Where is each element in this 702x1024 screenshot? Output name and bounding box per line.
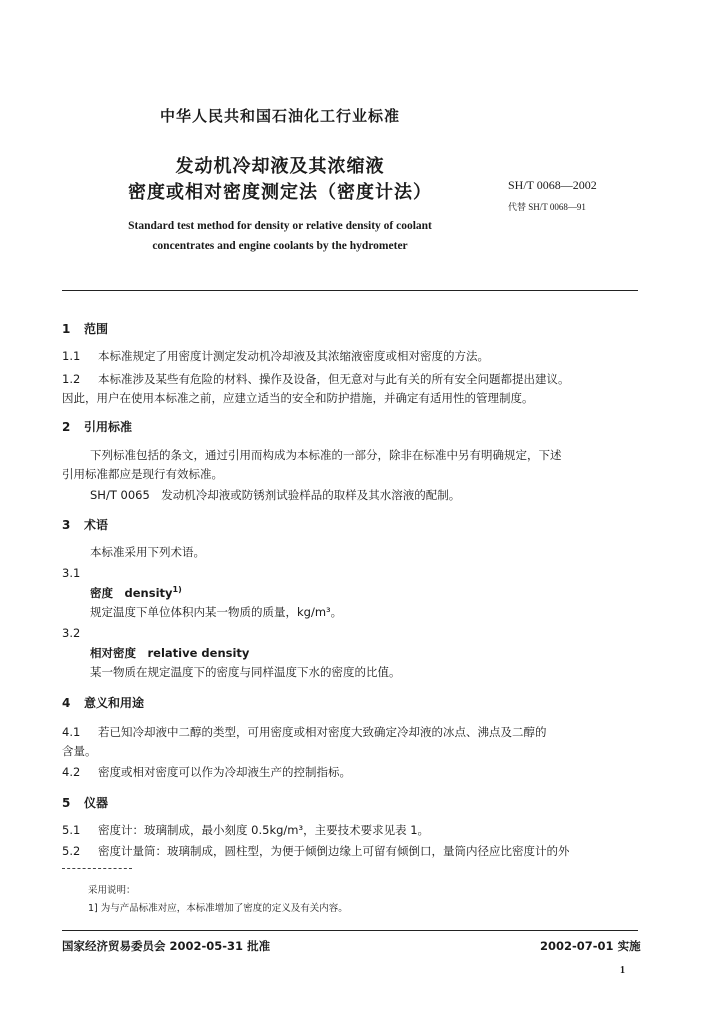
section-number: 3	[62, 518, 71, 532]
section-1-heading	[62, 320, 108, 337]
section-title: 仪器	[84, 796, 109, 810]
section-number: 1	[62, 322, 71, 336]
clause-4-1	[62, 724, 547, 740]
document-title-line1: 发动机冷却液及其浓缩液	[175, 156, 385, 177]
term-relative-density-definition: 某一物质在规定温度下的密度与同样温度下水的密度的比值。	[90, 665, 401, 679]
term-density	[90, 585, 182, 601]
clause-text: 若已知冷却液中二醇的类型，可用密度或相对密度大致确定冷却液的冰点、沸点及二醇的	[98, 725, 547, 739]
english-title-line1: Standard test method for density or relative density of coolant	[128, 220, 432, 232]
clause-1-2	[62, 371, 570, 387]
term-density-definition: 规定温度下单位体积内某一物质的质量，kg/m³。	[90, 605, 343, 619]
clause-1-1	[62, 348, 489, 364]
clause-3-1-number: 3.1	[62, 566, 81, 580]
issuing-organization: 中华人民共和国石油化工行业标准	[159, 107, 400, 125]
footnote-marker: 1)	[172, 585, 182, 595]
clause-text: 密度或相对密度可以作为冷却液生产的控制指标。	[98, 765, 351, 779]
replaces-standard: 代替 SH/T 0068—91	[508, 202, 586, 212]
effective-date: 2002-07-01 实施	[540, 939, 641, 953]
term-relative-density: 相对密度 relative density	[90, 646, 250, 660]
section-title: 引用标准	[84, 420, 133, 434]
clause-number: 4.2	[62, 765, 81, 779]
clause-5-1	[62, 822, 429, 838]
section-title: 意义和用途	[84, 696, 145, 710]
clause-text: 本标准规定了用密度计测定发动机冷却液及其浓缩液密度或相对密度的方法。	[98, 349, 489, 363]
section-title: 术语	[84, 518, 109, 532]
footnote-separator	[62, 868, 132, 869]
normative-reference: SH/T 0065 发动机冷却液或防锈剂试验样品的取样及其水溶液的配制。	[90, 488, 461, 502]
section-number: 5	[62, 796, 71, 810]
clause-text: 密度计：玻璃制成，最小刻度 0.5kg/m³，主要技术要求见表 1。	[98, 823, 430, 837]
clause-number: 1.2	[62, 372, 81, 386]
section-4-heading	[62, 694, 144, 711]
footnote-text: 1] 为与产品标准对应，本标准增加了密度的定义及有关内容。	[88, 903, 348, 914]
clause-text: 本标准涉及某些有危险的材料、操作及设备，但无意对与此有关的所有安全问题都提出建议。	[98, 372, 570, 386]
clause-number: 1.1	[62, 349, 81, 363]
term-label: 密度 density	[90, 586, 173, 600]
page-number: 1	[620, 965, 625, 976]
english-title-line2: concentrates and engine coolants by the hydrometer	[152, 240, 408, 252]
footnote-title: 采用说明：	[88, 885, 136, 896]
section-3-heading	[62, 516, 108, 533]
header-divider	[62, 290, 638, 291]
clause-1-2-continuation: 因此，用户在使用本标准之前，应建立适当的安全和防护措施，并确定有适用性的管理制度。	[62, 391, 534, 405]
clause-text: 密度计量筒：玻璃制成，圆柱型，为便于倾倒边缘上可留有倾倒口，量筒内径应比密度计的外	[98, 844, 570, 858]
section-2-heading	[62, 418, 132, 435]
terms-intro: 本标准采用下列术语。	[90, 545, 205, 559]
clause-3-2-number: 3.2	[62, 626, 81, 640]
approval-statement: 国家经济贸易委员会 2002-05-31 批准	[62, 939, 271, 953]
section-5-heading	[62, 794, 108, 811]
clause-number: 5.2	[62, 844, 81, 858]
section-2-paragraph: 下列标准包括的条文，通过引用而构成为本标准的一部分，除非在标准中另有明确规定，下述	[90, 448, 562, 462]
clause-number: 4.1	[62, 725, 81, 739]
section-2-paragraph-continuation: 引用标准都应是现行有效标准。	[62, 467, 223, 481]
clause-number: 5.1	[62, 823, 81, 837]
footer-divider	[62, 930, 638, 931]
clause-5-2	[62, 843, 570, 859]
clause-4-2	[62, 764, 351, 780]
section-number: 2	[62, 420, 71, 434]
standard-code: SH/T 0068—2002	[508, 178, 597, 192]
clause-4-1-continuation: 含量。	[62, 744, 97, 758]
document-title-line2: 密度或相对密度测定法（密度计法）	[128, 182, 432, 203]
section-number: 4	[62, 696, 71, 710]
section-title: 范围	[84, 322, 109, 336]
